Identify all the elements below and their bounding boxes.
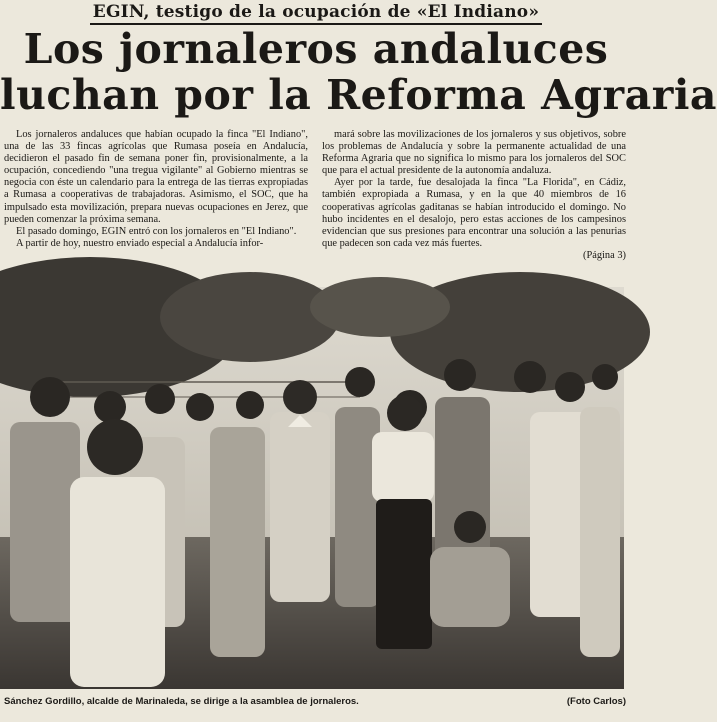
headline-line-2: luchan por la Reforma Agraria — [0, 71, 717, 119]
page-reference: (Página 3) — [583, 249, 626, 261]
kicker-text: EGIN, testigo de la ocupación de «El Indiano» — [90, 2, 542, 25]
column-right — [322, 129, 626, 281]
paragraph: Ayer por la tarde, fue desalojada la finca "La Florida", en Cádiz, también expropiada a Rumasa, y en la que 40 miembros de 16 cooperativas agrícolas gaditanas se habían introducido el domingo. No hubo incidentes en el desalojo, pero estas acciones de los campesinos evidencian que sus presiones para encontrar una solución a las penurias que padecen son cada vez más fuertes. — [322, 177, 626, 249]
kicker-heading — [0, 2, 632, 25]
column-left — [4, 129, 308, 281]
photo-caption: Sánchez Gordillo, alcalde de Marinaleda, se dirige a la asamblea de jornaleros. — [4, 696, 359, 707]
paragraph: mará sobre las movilizaciones de los jornaleros y sus objetivos, sobre los problemas de Andalucía y sobre la permanente actualidad de una Reforma Agraria que no significa lo mismo para los jornaleros del SOC que para el actual presidente de la autonomía andaluza. — [322, 129, 626, 177]
headline-line-1: Los jornaleros andaluces — [23, 25, 609, 73]
headline — [0, 25, 717, 119]
paragraph: El pasado domingo, EGIN entró con los jornaleros en "El Indiano". — [16, 225, 297, 237]
photo-credit: (Foto Carlos) — [566, 696, 626, 707]
paragraph: Los jornaleros andaluces que habían ocupado la finca "El Indiano", una de las 33 fincas agrícolas que Rumasa poseía en Andalucía, decidieron el pasado fin de semana poner fin, provisionalmente, a la ocupación, concediendo "una tregua vigilante" al Gobierno mientras se negocia con éste un calendario para la entrega de las tierras expropiadas a Rumasa a cooperativas de trabajadoras. Asimismo, el SOC, que ha impulsado esta movilización, prepara nuevas ocupaciones en Jerez, que pueden comenzar la próxima semana. — [4, 129, 308, 225]
caption-row — [4, 696, 626, 707]
news-photo — [0, 287, 624, 689]
photo-illustration — [0, 287, 624, 689]
paragraph: A partir de hoy, nuestro enviado especial a Andalucía infor- — [16, 237, 264, 249]
